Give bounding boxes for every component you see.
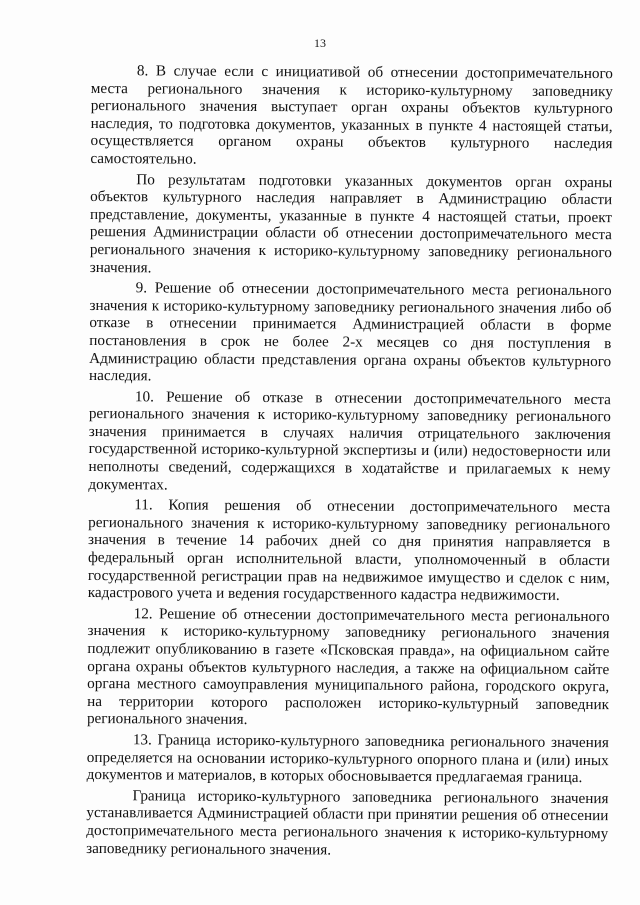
paragraph-10: 10. Решение об отказе в отнесении достопримечательного места регионального значения к историко-культурному заповеднику регионального значения принимается в случаях наличия отрицательного заключения государственной историко-культурной экспертизы и (или) недостоверности или неполноты сведений, содержащихся в ходатайстве и прилагаемых к нему документах. xyxy=(88,387,612,494)
paragraph-11: 11. Копия решения об отнесении достопримечательного места регионального значения к историко-культурному заповеднику регионального значения в течение 14 рабочих дней со дня принятия направляется в федеральный орган исполнительной власти, уполномоченный в области государственной регистрации прав на недвижимое имущество и сделок с ним, кадастрового учета и ведения государственного кадастра недвижимости. xyxy=(87,496,611,605)
page-number: 13 xyxy=(314,36,326,50)
paragraph-12: 12. Решение об отнесении достопримечательного места регионального значения к историко-культурному заповеднику регионального значения подлежит опубликованию в газете «Псковская правда», на официальном сайте органа охраны объектов культурного наследия, а также на официальном сайте органа местного самоуправления муниципального района, городского округа, на территории которого расположен историко-культурный заповедник регионального значения. xyxy=(86,605,610,729)
paragraph-8-continuation: По результатам подготовки указанных документов орган охраны объектов культурного наследия направляет в Администрацию области представление, документы, указанные в пункте 4 настоящей статьи, проект решения Администрации области об отнесении достопримечательного места регионального значения к историко-культурному заповеднику регионального значения. xyxy=(89,170,613,276)
paragraph-9: 9. Решение об отнесении достопримечательного места регионального значения к историко-культурному заповеднику регионального значения либо об отказе в отнесении принимается Администрацией области в форме постановления в срок не более 2-х месяцев со дня поступления в Администрацию области представления органа охраны объектов культурного наследия. xyxy=(89,279,612,385)
document-body xyxy=(86,62,613,860)
paragraph-13: 13. Граница историко-культурного заповедника регионального значения определяется на основании историко-культурного опорного плана и (или) иных документов и материалов, в которых обосновывается предлагаемая граница. xyxy=(86,731,609,787)
paragraph-13-continuation: Граница историко-культурного заповедника регионального значения устанавливается Администрацией области при принятии решения об отнесении достопримечательного места регионального значения к историко-культурному заповеднику регионального значения. xyxy=(86,787,609,859)
paragraph-8: 8. В случае если с инициативой об отнесении достопримечательного места регионального значения к историко-культурному заповеднику регионального значения выступает орган охраны объектов культурного наследия, то подготовка документов, указанных в пункте 4 настоящей статьи, осуществляется органом охраны объектов культурного наследия самостоятельно. xyxy=(90,62,613,168)
